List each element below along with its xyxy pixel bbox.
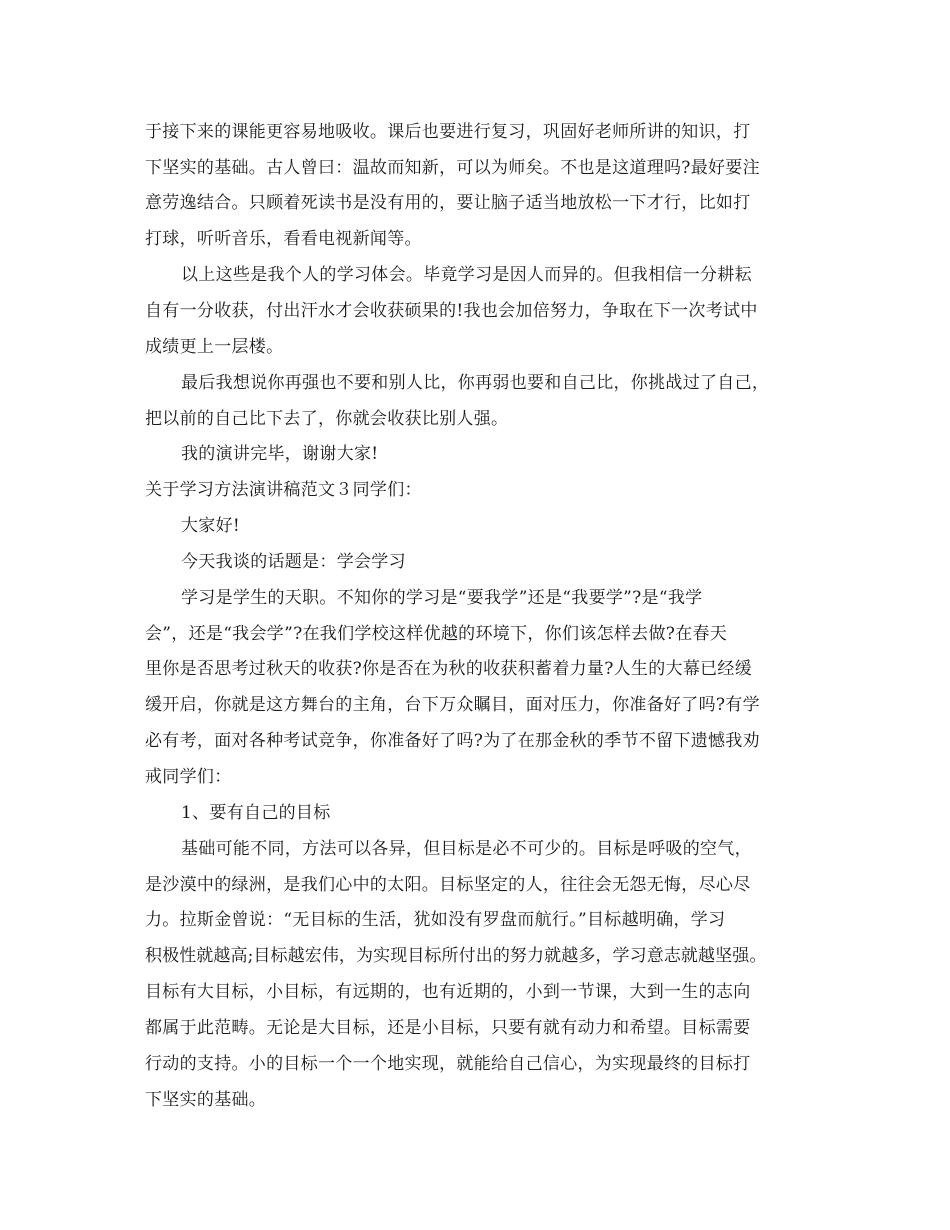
text-line: 戒同学们： [145,767,232,787]
text-line: 里你是否思考过秋天的收获?你是否在为秋的收获积蓄着力量?人生的大幕已经缓 [145,659,753,679]
text-line: 意劳逸结合。只顾着死读书是没有用的，要让脑子适当地放松一下才行，比如打 [145,193,751,213]
text-line: 最后我想说你再强也不要和别人比，你再弱也要和自己比，你挑战过了自己， [181,373,770,393]
text-line: 行动的支持。小的目标一个一个地实现，就能给自己信心，为实现最终的目标打 [145,1054,751,1074]
text-line: 会”，还是“我会学”?在我们学校这样优越的环境下，你们该怎样去做?在春天 [145,624,728,644]
text-line: 基础可能不同，方法可以各异，但目标是必不可少的。目标是呼吸的空气， [181,839,752,859]
text-line: 我的演讲完毕，谢谢大家! [181,444,379,464]
text-line: 下坚实的基础。 [145,1090,267,1110]
text-line: 缓开启，你就是这方舞台的主角，台下万众瞩目，面对压力，你准备好了吗?有学 [145,695,760,715]
text-line: 积极性就越高;目标越宏伟，为实现目标所付出的努力就越多，学习意志就越坚强。 [145,946,767,966]
text-line: 学习是学生的天职。不知你的学习是“要我学”还是“我要学”?是“我学 [181,588,703,608]
list-heading: 1、要有自己的目标 [181,803,331,823]
text-line: 必有考，面对各种考试竞争，你准备好了吗?为了在那金秋的季节不留下遗憾我劝 [145,731,760,751]
text-line: 把以前的自己比下去了，你就会收获比别人强。 [145,409,509,429]
text-line: 成绩更上一层楼。 [145,337,284,357]
section-heading: 关于学习方法演讲稿范文３同学们： [145,480,422,500]
text-line: 都属于此范畴。无论是大目标，还是小目标，只要有就有动力和希望。目标需要 [145,1018,751,1038]
text-line: 目标有大目标，小目标，有远期的，也有近期的，小到一节课，大到一生的志向 [145,982,751,1002]
text-line: 大家好! [181,516,241,536]
text-line: 于接下来的课能更容易地吸收。课后也要进行复习，巩固好老师所讲的知识，打 [145,122,751,142]
text-line: 以上这些是我个人的学习体会。毕竟学习是因人而异的。但我相信一分耕耘 [181,265,752,285]
text-line: 力。拉斯金曾说：“无目标的生活，犹如没有罗盘而航行。”目标越明确，学习 [145,910,726,930]
text-line: 打球，听听音乐，看看电视新闻等。 [145,229,422,249]
text-line: 今天我谈的话题是：学会学习 [181,552,406,572]
text-line: 是沙漠中的绿洲，是我们心中的太阳。目标坚定的人，往往会无怨无悔，尽心尽 [145,875,751,895]
text-line: 下坚实的基础。古人曾曰：温故而知新，可以为师矣。不也是这道理吗?最好要注 [145,158,760,178]
text-line: 自有一分收获，付出汗水才会收获硕果的!我也会加倍努力，争取在下一次考试中 [145,301,758,321]
